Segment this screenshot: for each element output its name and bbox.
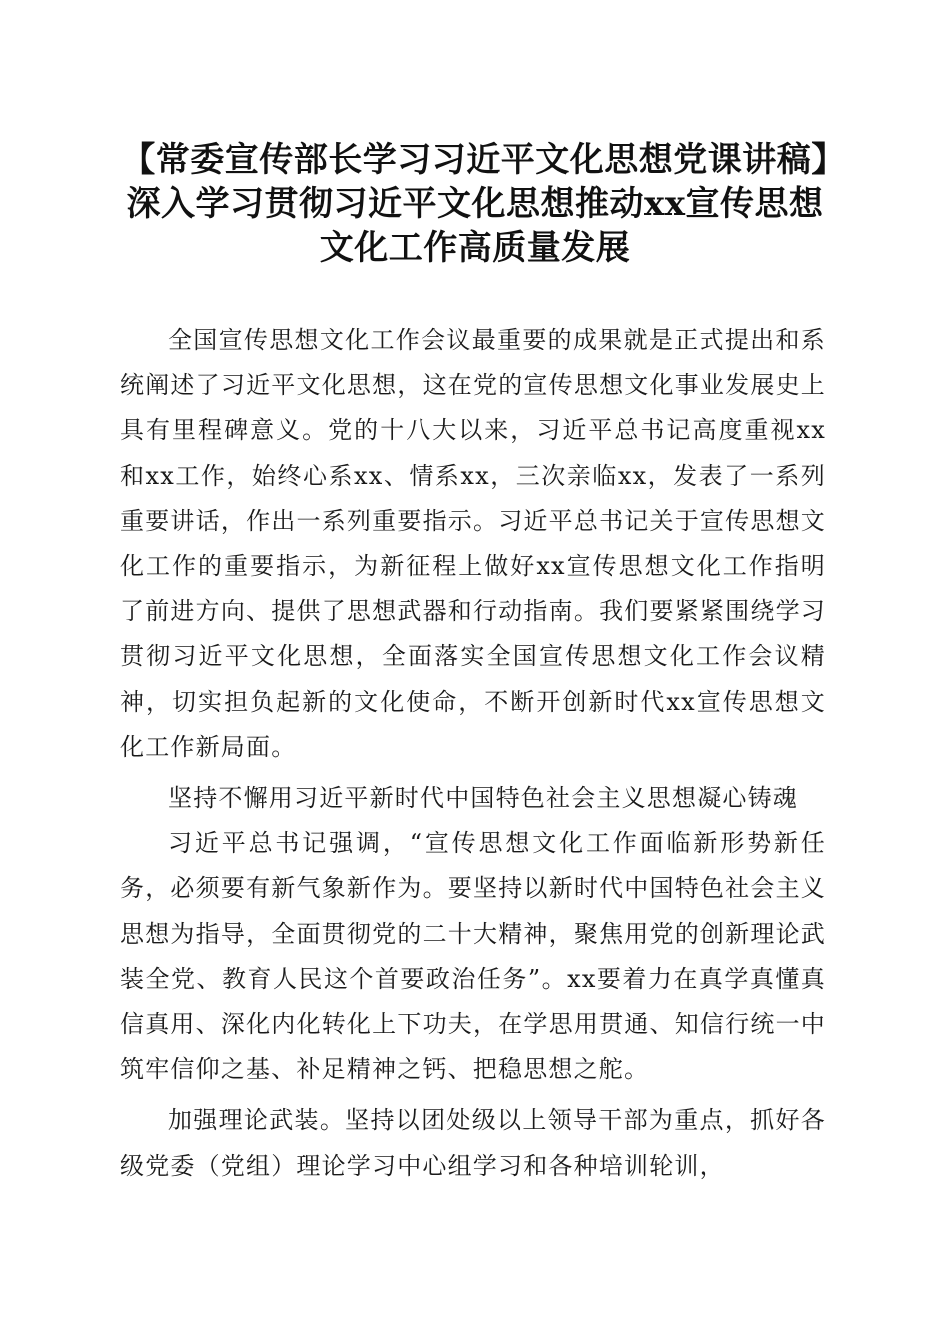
document-body [120,318,826,1195]
section-heading: 坚持不懈用习近平新时代中国特色社会主义思想凝心铸魂 [168,784,798,813]
paragraph-theory: 加强理论武装。坚持以团处级以上领导干部为重点，抓好各级党委（党组）理论学习中心组学习和各种培训轮训， [120,1106,826,1180]
paragraph-quote: 习近平总书记强调，“宣传思想文化工作面临新形势新任务，必须要有新气象新作为。要坚持以新时代中国特色社会主义思想为指导，全面贯彻党的二十大精神，聚焦用党的创新理论武装全党、教育人民这个首要政治任务”。xx要着力在真学真懂真信真用、深化内化转化上下功夫，在学思用贯通、知信行统一中筑牢信仰之基、补足精神之钙、把稳思想之舵。 [120,829,826,1084]
paragraph-intro: 全国宣传思想文化工作会议最重要的成果就是正式提出和系统阐述了习近平文化思想，这在党的宣传思想文化事业发展史上具有里程碑意义。党的十八大以来，习近平总书记高度重视xx和xx工作，始终心系xx、情系xx，三次亲临xx，发表了一系列重要讲话，作出一系列重要指示。习近平总书记关于宣传思想文化工作的重要指示，为新征程上做好xx宣传思想文化工作指明了前进方向、提供了思想武器和行动指南。我们要紧紧围绕学习贯彻习近平文化思想，全面落实全国宣传思想文化工作会议精神，切实担负起新的文化使命，不断开创新时代xx宣传思想文化工作新局面。 [120,326,826,761]
document-title: 【常委宣传部长学习习近平文化思想党课讲稿】深入学习贯彻习近平文化思想推动xx宣传思想文化工作高质量发展 [121,140,829,268]
